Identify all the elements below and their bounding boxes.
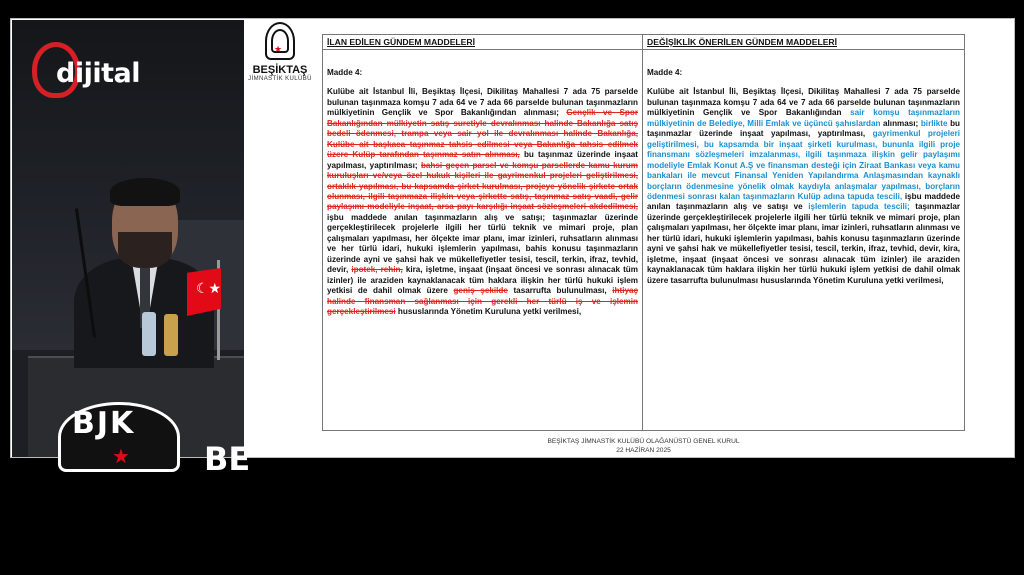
juice-bottle [164, 314, 178, 356]
club-crest-icon: ★ [265, 22, 295, 60]
proposed-column-header: DEĞİŞİKLİK ÖNERİLEN GÜNDEM MADDELERİ [643, 35, 964, 50]
channel-logo-text: dijital [56, 58, 140, 89]
proposed-column-body [643, 50, 964, 286]
water-bottle [142, 312, 156, 356]
banner-text: BE [204, 440, 251, 478]
article-text: hususlarında Yönetim Kuruluna yetki verilmesi, [395, 306, 582, 316]
article-text: taşınmazlar üzerinde gerçekleştirilecek projelerle ilgili her türlü teknik ve mimari proje, plan çalışmaları yapılması, her ölçekte imar planı, imar izinleri, ruhsatların alınması ve her türlü idari, hukuki işlemlerin yapılması, bahis konusu taşınmazların üzerinde ayni ve şahsi hak ve mükellefiyetler tesisi, tescil, terkin, ifraz, tevhid, devir, kira, işletme, inşaat (inşaat öncesi ve sonrası alınacak tüm izinler) ile araziden kaynaklanacak tüm haklara ilişkin her türlü hukuki işlem yetkisi de dahil olmak üzere tasarrufta bulunulması hususlarında Yönetim Kuruluna yetki verilmesi, [647, 202, 961, 285]
article-text: Kulübe ait İstanbul İli, Beşiktaş İlçesi, Dikilitaş Mahallesi 7 ada 75 parselde bulunan taşınmaza komşu 7 ada 64 ve 7 ada 66 parselde bulunan taşınmazların mülkiyetinin Gençlik ve Spor Bakanlığından [647, 87, 960, 118]
flag-star-icon: ☾★ [196, 280, 222, 296]
article-text: işbu maddede anılan taşınmazların alış ve satışı ve [647, 191, 961, 212]
article-text: Kulübe ait İstanbul İli, Beşiktaş İlçesi, Dikilitaş Mahallesi 7 ada 75 parselde bulunan taşınmaza komşu 7 ada 64 ve 7 ada 66 parselde bulunan taşınmazların mülkiyetinin Gençlik ve Spor Bakanlığından alınması; [327, 87, 638, 118]
article-text: bu taşınmazlar üzerinde inşaat yapılması, yaptırılması, [647, 118, 960, 139]
deleted-text: geniş şekilde [453, 286, 508, 296]
club-logo [244, 22, 316, 102]
article-text: alınması; [880, 118, 921, 128]
announced-article-title: Madde 4: [327, 68, 363, 77]
added-text: sair komşu taşınmazların mülkiyetinin de Belediye, Milli Emlak ve üçüncü şahıslardan [647, 108, 960, 128]
article-text: tasarrufta bulunulması, [507, 286, 613, 296]
deleted-text: ipotek, rehin, [351, 265, 403, 275]
video-feed [12, 20, 251, 478]
club-name: BEŞİKTAŞ [252, 64, 308, 76]
footer-event: BEŞİKTAŞ JİMNASTİK KULÜBÜ OLAĞANÜSTÜ GENEL KURUL [547, 438, 740, 445]
footer-date: 22 HAZİRAN 2025 [616, 447, 671, 454]
deleted-text: Gençlik ve Spor Bakanlığından mülkiyetin satış suretiyle devralınması halinde Bakanlığa satış bedeli ödenmesi, trampa veya sair yol ile devralınması halinde Bakanlığa, Kulübe ait başkaca taşınmaz tahsis edilmesi veya Bakanlığa tahsis edilmek üzere Kulüp tarafından taşınmaz satın alınması, [327, 108, 638, 160]
proposed-article-title: Madde 4: [647, 68, 683, 77]
article-text: kira, işletme, inşaat (inşaat öncesi ve sonrası alınacak tüm izinler) ile araziden kaynaklanacak tüm haklara ilişkin her türlü hukuki işlem yetkisi de dahil olmak üzere [327, 265, 638, 296]
article-text: işbu maddede anılan taşınmazların alış ve satışı; taşınmazlar üzerinde gerçekleştirilecek projelerle ilgili her türlü teknik ve mimari proje, plan çalışmaları yapılması, her ölçekte imar planı, imar izinleri, ruhsatların alınması ve her türlü idari, hukuki işlemlerin yapılması, bahis konusu taşınmazların üzerinde ayni ve şahsi hak ve mükellefiyetler tesisi, tescil, terkin, ifraz, tevhid, devir, [327, 212, 638, 275]
proposed-article-text [647, 87, 960, 286]
added-text: gayrimenkul projeleri geliştirilmesi, bu kapsamda bir inşaat şirketi kurulması, bununla ilgili proje finansmanı sözleşmeleri imzalanması, ilgili taşınmaza ilişkin gelir paylaşımı modeliyle Emlak Konut A.Ş ve finansman desteği için Ziraat Bankası veya kamu bankaları ile mevcut Finansal Yeniden Yapılandırma Anlaşmasından kaynaklı borçların ödenmesine yönelik olmak kaydıyla anlaşmalar yapılması, borçların ödenmesi sonrası kalan taşınmazların Kulüp adına tapuda tescili, [647, 129, 960, 201]
bjk-crest-text: BJK [72, 406, 136, 441]
article-text: bu taşınmaz üzerinde inşaat yapılması, yaptırılması; [327, 150, 638, 170]
announced-article-text [327, 87, 638, 317]
added-text: işlemlerin tapuda tescili; [808, 202, 910, 212]
proposed-column [643, 35, 964, 430]
announced-column-header: İLAN EDİLEN GÜNDEM MADDELERİ [323, 35, 642, 50]
speaker-beard [118, 232, 172, 268]
speaker-hair [110, 178, 180, 206]
crest-star-icon: ★ [112, 446, 130, 468]
announced-column [323, 35, 643, 430]
comparison-table [322, 34, 965, 431]
club-subtitle: JİMNASTİK KULÜBÜ [248, 76, 312, 82]
deleted-text: bahsi geçen parsel ve komşu parsellerde kamu kurum kuruluşları ve/veya özel hukuk kişileri ile gayrimenkul projeleri geliştirilmesi, ortaklık yapılması, bu kapsamda şirket kurulması, projeye yönelik şirkete ortak olunması, ilgili taşınmaza ilişkin veya şirkette satış, taşınmaz satış vaadi, gelir paylaşımı modeliyle inşaat, arsa payı karşılığı inşaat sözleşmeleri akdedilmesi, [327, 160, 638, 212]
deleted-text: ihtiyaç halinde finansman sağlanması için gerekli her türlü iş ve işlemin gerçekleştirilmesi [327, 286, 639, 316]
announced-column-body [323, 50, 642, 317]
slide-footer [322, 437, 965, 455]
channel-logo [32, 42, 142, 102]
added-text: birlikte [920, 118, 948, 128]
